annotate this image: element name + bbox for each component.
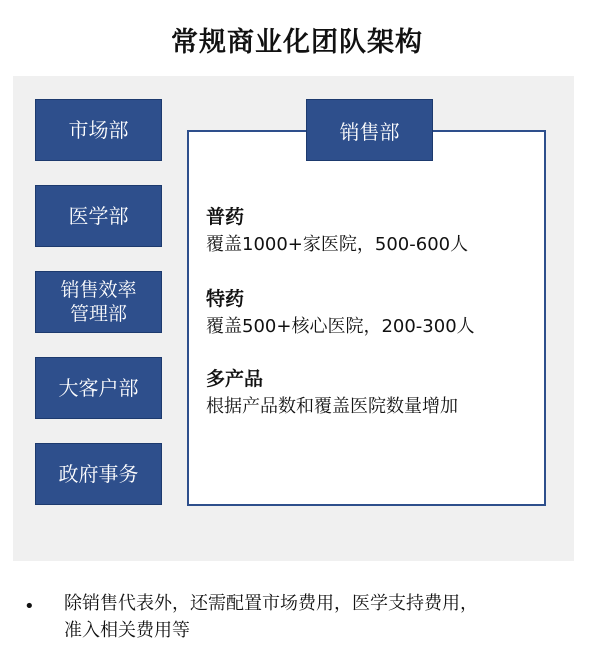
dept-key-accounts (35, 357, 162, 419)
sales-item-desc: 根据产品数和覆盖医院数量增加 (206, 396, 458, 417)
sales-item-desc: 覆盖1000+家医院，500-600人 (206, 234, 469, 255)
dept-marketing (35, 99, 162, 161)
dept-label: 大客户部 (58, 376, 139, 400)
bullet-marker: • (24, 596, 35, 617)
sales-item-title: 普药 (206, 206, 245, 228)
sales-item-desc: 覆盖500+核心医院，200-300人 (206, 316, 475, 337)
bullet-note-line1: 除销售代表外，还需配置市场费用，医学支持费用， (64, 593, 478, 614)
sales-item-title: 特药 (206, 288, 245, 310)
bullet-note (64, 590, 579, 644)
page-title: 常规商业化团队架构 (171, 27, 423, 58)
bullet-note-line2: 准入相关费用等 (64, 620, 190, 641)
sales-dept-header (306, 99, 433, 161)
dept-label: 医学部 (68, 204, 129, 228)
dept-label-line2: 管理部 (69, 303, 127, 325)
dept-sales-efficiency (35, 271, 162, 333)
dept-label: 市场部 (68, 118, 129, 142)
dept-medical (35, 185, 162, 247)
dept-label-line1: 销售效率 (60, 279, 137, 301)
dept-label: 政府事务 (58, 462, 139, 486)
sales-item-title: 多产品 (206, 368, 264, 390)
sales-header-label: 销售部 (339, 119, 400, 144)
dept-government-affairs (35, 443, 162, 505)
